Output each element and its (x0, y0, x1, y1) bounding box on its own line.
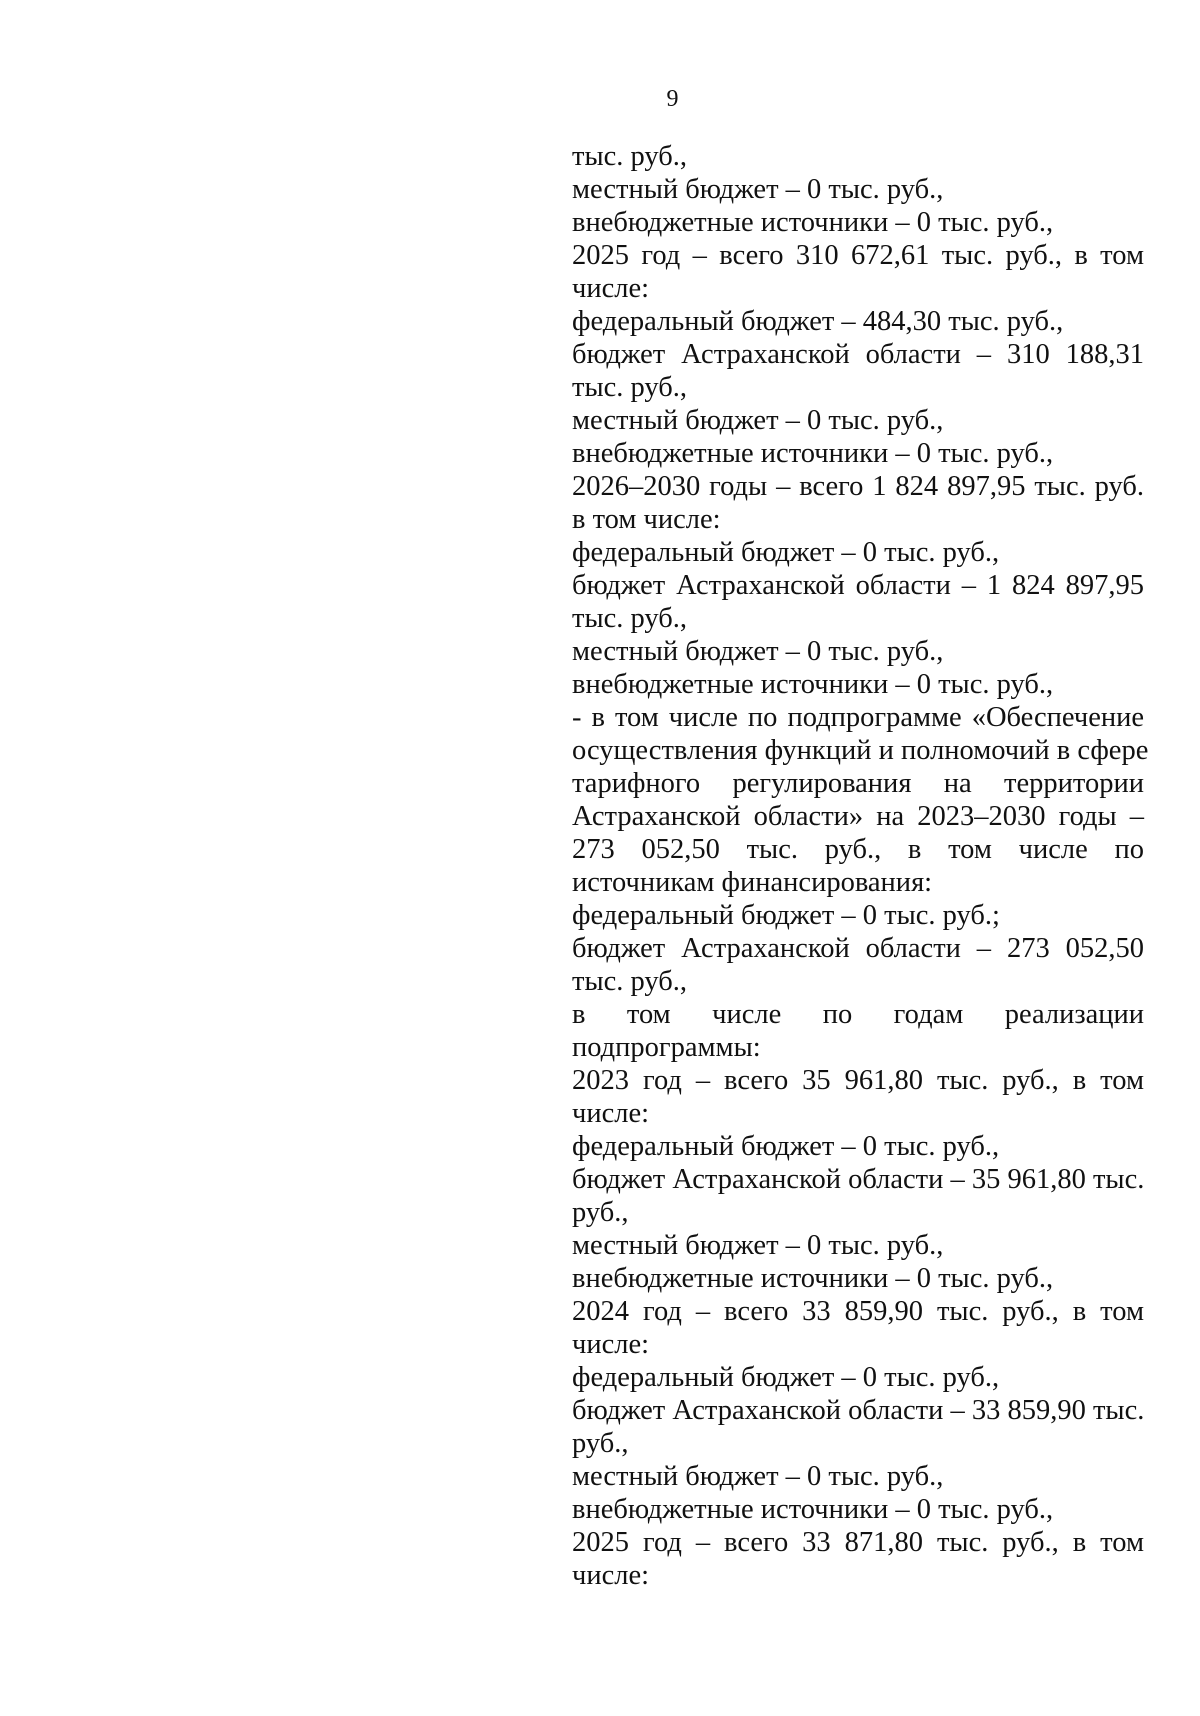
text-line: федеральный бюджет – 0 тыс. руб., (572, 537, 1000, 568)
text-line: местный бюджет – 0 тыс. руб., (572, 1230, 944, 1261)
text-line: 2023 год – всего 35 961,80 тыс. руб., в том (572, 1065, 1144, 1096)
text-line: местный бюджет – 0 тыс. руб., (572, 636, 944, 667)
text-line: внебюджетные источники – 0 тыс. руб., (572, 1263, 1054, 1294)
text-line: в том числе по годам реализации (572, 999, 1144, 1030)
text-line: тарифного регулирования на территории (572, 768, 1144, 799)
text-line: федеральный бюджет – 0 тыс. руб.; (572, 900, 1000, 931)
page-number: 9 (666, 86, 679, 112)
text-line: 2026–2030 годы – всего 1 824 897,95 тыс. руб. (572, 471, 1144, 502)
text-line: подпрограммы: (572, 1032, 761, 1063)
text-line: источникам финансирования: (572, 867, 933, 898)
document-text-column (572, 140, 1149, 1592)
text-line: местный бюджет – 0 тыс. руб., (572, 405, 944, 436)
text-line: внебюджетные источники – 0 тыс. руб., (572, 1494, 1054, 1525)
text-line: тыс. руб., (572, 603, 688, 634)
text-line: числе: (572, 1098, 650, 1129)
text-line: бюджет Астраханской области – 33 859,90 тыс. (572, 1395, 1145, 1426)
text-line: 2025 год – всего 33 871,80 тыс. руб., в том (572, 1527, 1144, 1558)
text-line: тыс. руб., (572, 966, 688, 997)
text-line: местный бюджет – 0 тыс. руб., (572, 1461, 944, 1492)
text-line: внебюджетные источники – 0 тыс. руб., (572, 438, 1054, 469)
text-line: бюджет Астраханской области – 1 824 897,95 (572, 570, 1144, 601)
text-line: тыс. руб., (572, 141, 688, 172)
text-line: бюджет Астраханской области – 310 188,31 (572, 339, 1144, 370)
text-line: 2024 год – всего 33 859,90 тыс. руб., в том (572, 1296, 1144, 1327)
text-line: федеральный бюджет – 0 тыс. руб., (572, 1362, 1000, 1393)
text-line: в том числе: (572, 504, 721, 535)
text-line: 273 052,50 тыс. руб., в том числе по (572, 834, 1144, 865)
text-line: числе: (572, 273, 650, 304)
text-line: Астраханской области» на 2023–2030 годы – (572, 801, 1144, 832)
text-line: федеральный бюджет – 0 тыс. руб., (572, 1131, 1000, 1162)
text-line: - в том числе по подпрограмме «Обеспечение (572, 702, 1144, 733)
text-line: тыс. руб., (572, 372, 688, 403)
text-line: местный бюджет – 0 тыс. руб., (572, 174, 944, 205)
text-line: числе: (572, 1560, 650, 1591)
text-line: федеральный бюджет – 484,30 тыс. руб., (572, 306, 1064, 337)
text-line: внебюджетные источники – 0 тыс. руб., (572, 669, 1054, 700)
text-line: 2025 год – всего 310 672,61 тыс. руб., в том (572, 240, 1144, 271)
text-line: внебюджетные источники – 0 тыс. руб., (572, 207, 1054, 238)
text-line: бюджет Астраханской области – 35 961,80 тыс. (572, 1164, 1145, 1195)
text-line: бюджет Астраханской области – 273 052,50 (572, 933, 1144, 964)
text-line: числе: (572, 1329, 650, 1360)
text-line: руб., (572, 1428, 629, 1459)
text-line: осуществления функций и полномочий в сфере (572, 735, 1149, 766)
text-line: руб., (572, 1197, 629, 1228)
